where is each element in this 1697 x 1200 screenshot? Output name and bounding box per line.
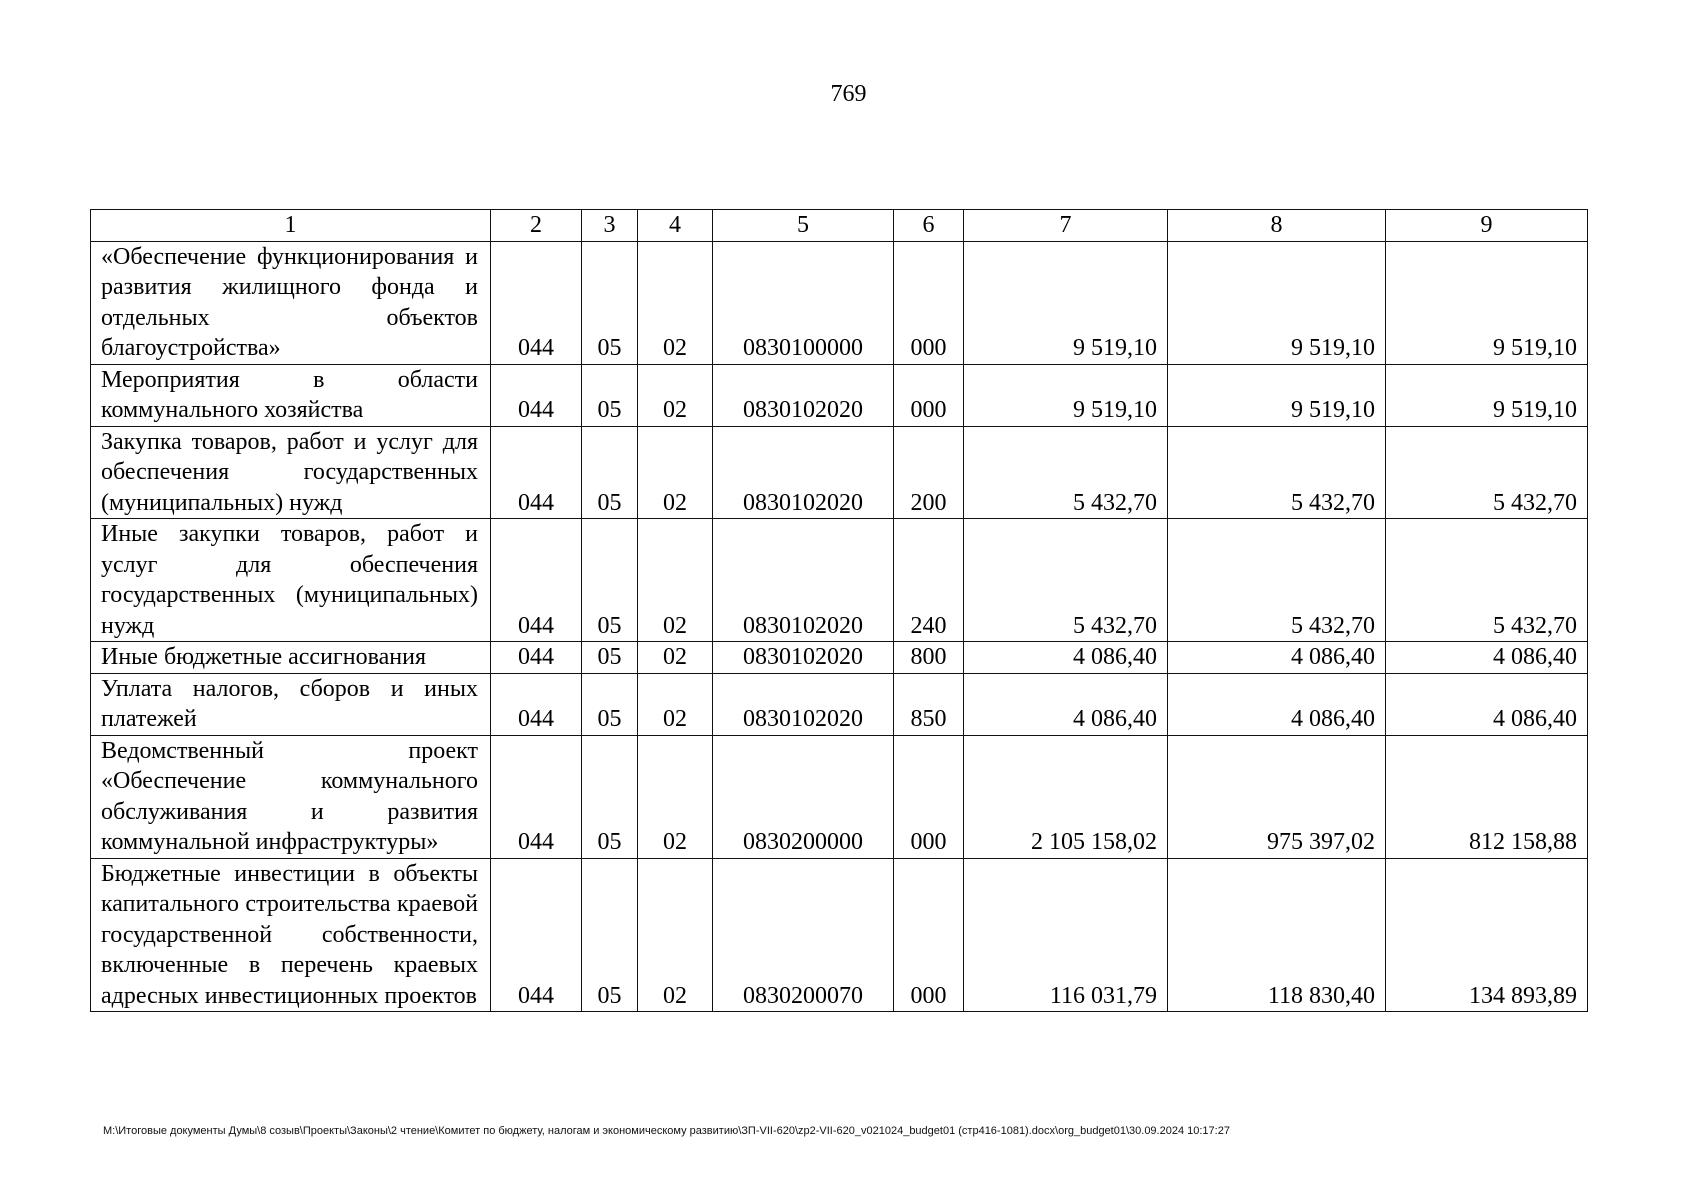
table-row: [91, 735, 1588, 858]
cell-c7: 9 519,10: [964, 241, 1168, 364]
cell-c8: 975 397,02: [1168, 735, 1386, 858]
cell-c2: 044: [491, 735, 582, 858]
row-name: Иные закупки товаров, работ и услуг для обеспечения государственных (муниципальных) нужд: [91, 519, 491, 642]
row-name: Ведомственный проект «Обеспечение коммунального обслуживания и развития коммунальной инфраструктуры»: [91, 735, 491, 858]
cell-c5: 0830102020: [713, 364, 894, 426]
cell-c4: 02: [638, 519, 713, 642]
cell-c2: 044: [491, 241, 582, 364]
row-name: «Обеспечение функционирования и развития жилищного фонда и отдельных объектов благоустройства»: [91, 241, 491, 364]
cell-c5: 0830200000: [713, 735, 894, 858]
column-header: 8: [1168, 210, 1386, 242]
cell-c6: 850: [894, 673, 964, 735]
cell-c7: 4 086,40: [964, 673, 1168, 735]
cell-c3: 05: [582, 426, 638, 519]
cell-c6: 000: [894, 735, 964, 858]
column-header: 6: [894, 210, 964, 242]
cell-c5: 0830102020: [713, 642, 894, 674]
header-row: [91, 210, 1588, 242]
cell-c6: 240: [894, 519, 964, 642]
cell-c4: 02: [638, 858, 713, 1012]
row-name: Закупка товаров, работ и услуг для обеспечения государственных (муниципальных) нужд: [91, 426, 491, 519]
table-row: [91, 642, 1588, 674]
cell-c9: 4 086,40: [1386, 642, 1588, 674]
page-number: 769: [830, 81, 867, 107]
cell-c4: 02: [638, 642, 713, 674]
cell-c4: 02: [638, 735, 713, 858]
cell-c8: 4 086,40: [1168, 673, 1386, 735]
cell-c7: 5 432,70: [964, 426, 1168, 519]
cell-c3: 05: [582, 241, 638, 364]
column-header: 5: [713, 210, 894, 242]
cell-c9: 9 519,10: [1386, 364, 1588, 426]
table-row: [91, 519, 1588, 642]
table-row: [91, 364, 1588, 426]
cell-c6: 800: [894, 642, 964, 674]
cell-c4: 02: [638, 426, 713, 519]
table-row: [91, 858, 1588, 1012]
cell-c3: 05: [582, 642, 638, 674]
cell-c5: 0830100000: [713, 241, 894, 364]
row-name: Мероприятия в области коммунального хозяйства: [91, 364, 491, 426]
budget-table: [90, 209, 1588, 1012]
cell-c2: 044: [491, 642, 582, 674]
table-row: [91, 241, 1588, 364]
row-name: Уплата налогов, сборов и иных платежей: [91, 673, 491, 735]
cell-c7: 4 086,40: [964, 642, 1168, 674]
cell-c5: 0830102020: [713, 426, 894, 519]
cell-c9: 5 432,70: [1386, 426, 1588, 519]
cell-c2: 044: [491, 364, 582, 426]
cell-c3: 05: [582, 519, 638, 642]
cell-c4: 02: [638, 673, 713, 735]
cell-c7: 2 105 158,02: [964, 735, 1168, 858]
cell-c6: 000: [894, 858, 964, 1012]
cell-c3: 05: [582, 364, 638, 426]
table-row: [91, 426, 1588, 519]
cell-c9: 134 893,89: [1386, 858, 1588, 1012]
cell-c8: 118 830,40: [1168, 858, 1386, 1012]
cell-c7: 116 031,79: [964, 858, 1168, 1012]
row-name: Иные бюджетные ассигнования: [91, 642, 491, 674]
cell-c2: 044: [491, 519, 582, 642]
cell-c4: 02: [638, 241, 713, 364]
cell-c9: 9 519,10: [1386, 241, 1588, 364]
cell-c9: 812 158,88: [1386, 735, 1588, 858]
column-header: 4: [638, 210, 713, 242]
cell-c5: 0830200070: [713, 858, 894, 1012]
cell-c2: 044: [491, 673, 582, 735]
cell-c2: 044: [491, 858, 582, 1012]
column-header: 3: [582, 210, 638, 242]
cell-c5: 0830102020: [713, 673, 894, 735]
cell-c3: 05: [582, 735, 638, 858]
cell-c3: 05: [582, 858, 638, 1012]
document-path-footer: M:\Итоговые документы Думы\8 созыв\Проекты\Законы\2 чтение\Комитет по бюджету, налогам и экономическому развитию\ЗП-VII-620\zp2-VII-620_v021024_budget01 (стр416-1081).docx\org_budget01\30.09.2024 10:17:27: [103, 1125, 1230, 1137]
cell-c3: 05: [582, 673, 638, 735]
cell-c9: 5 432,70: [1386, 519, 1588, 642]
cell-c8: 9 519,10: [1168, 364, 1386, 426]
cell-c7: 5 432,70: [964, 519, 1168, 642]
cell-c8: 5 432,70: [1168, 426, 1386, 519]
cell-c6: 000: [894, 241, 964, 364]
cell-c6: 000: [894, 364, 964, 426]
column-header: 2: [491, 210, 582, 242]
cell-c7: 9 519,10: [964, 364, 1168, 426]
row-name: Бюджетные инвестиции в объекты капитального строительства краевой государственной собственности, включенные в перечень краевых адресных инвестиционных проектов: [91, 858, 491, 1012]
cell-c8: 4 086,40: [1168, 642, 1386, 674]
cell-c4: 02: [638, 364, 713, 426]
column-header: 9: [1386, 210, 1588, 242]
cell-c8: 9 519,10: [1168, 241, 1386, 364]
column-header: 1: [91, 210, 491, 242]
table-row: [91, 673, 1588, 735]
cell-c6: 200: [894, 426, 964, 519]
cell-c9: 4 086,40: [1386, 673, 1588, 735]
cell-c8: 5 432,70: [1168, 519, 1386, 642]
cell-c5: 0830102020: [713, 519, 894, 642]
column-header: 7: [964, 210, 1168, 242]
cell-c2: 044: [491, 426, 582, 519]
